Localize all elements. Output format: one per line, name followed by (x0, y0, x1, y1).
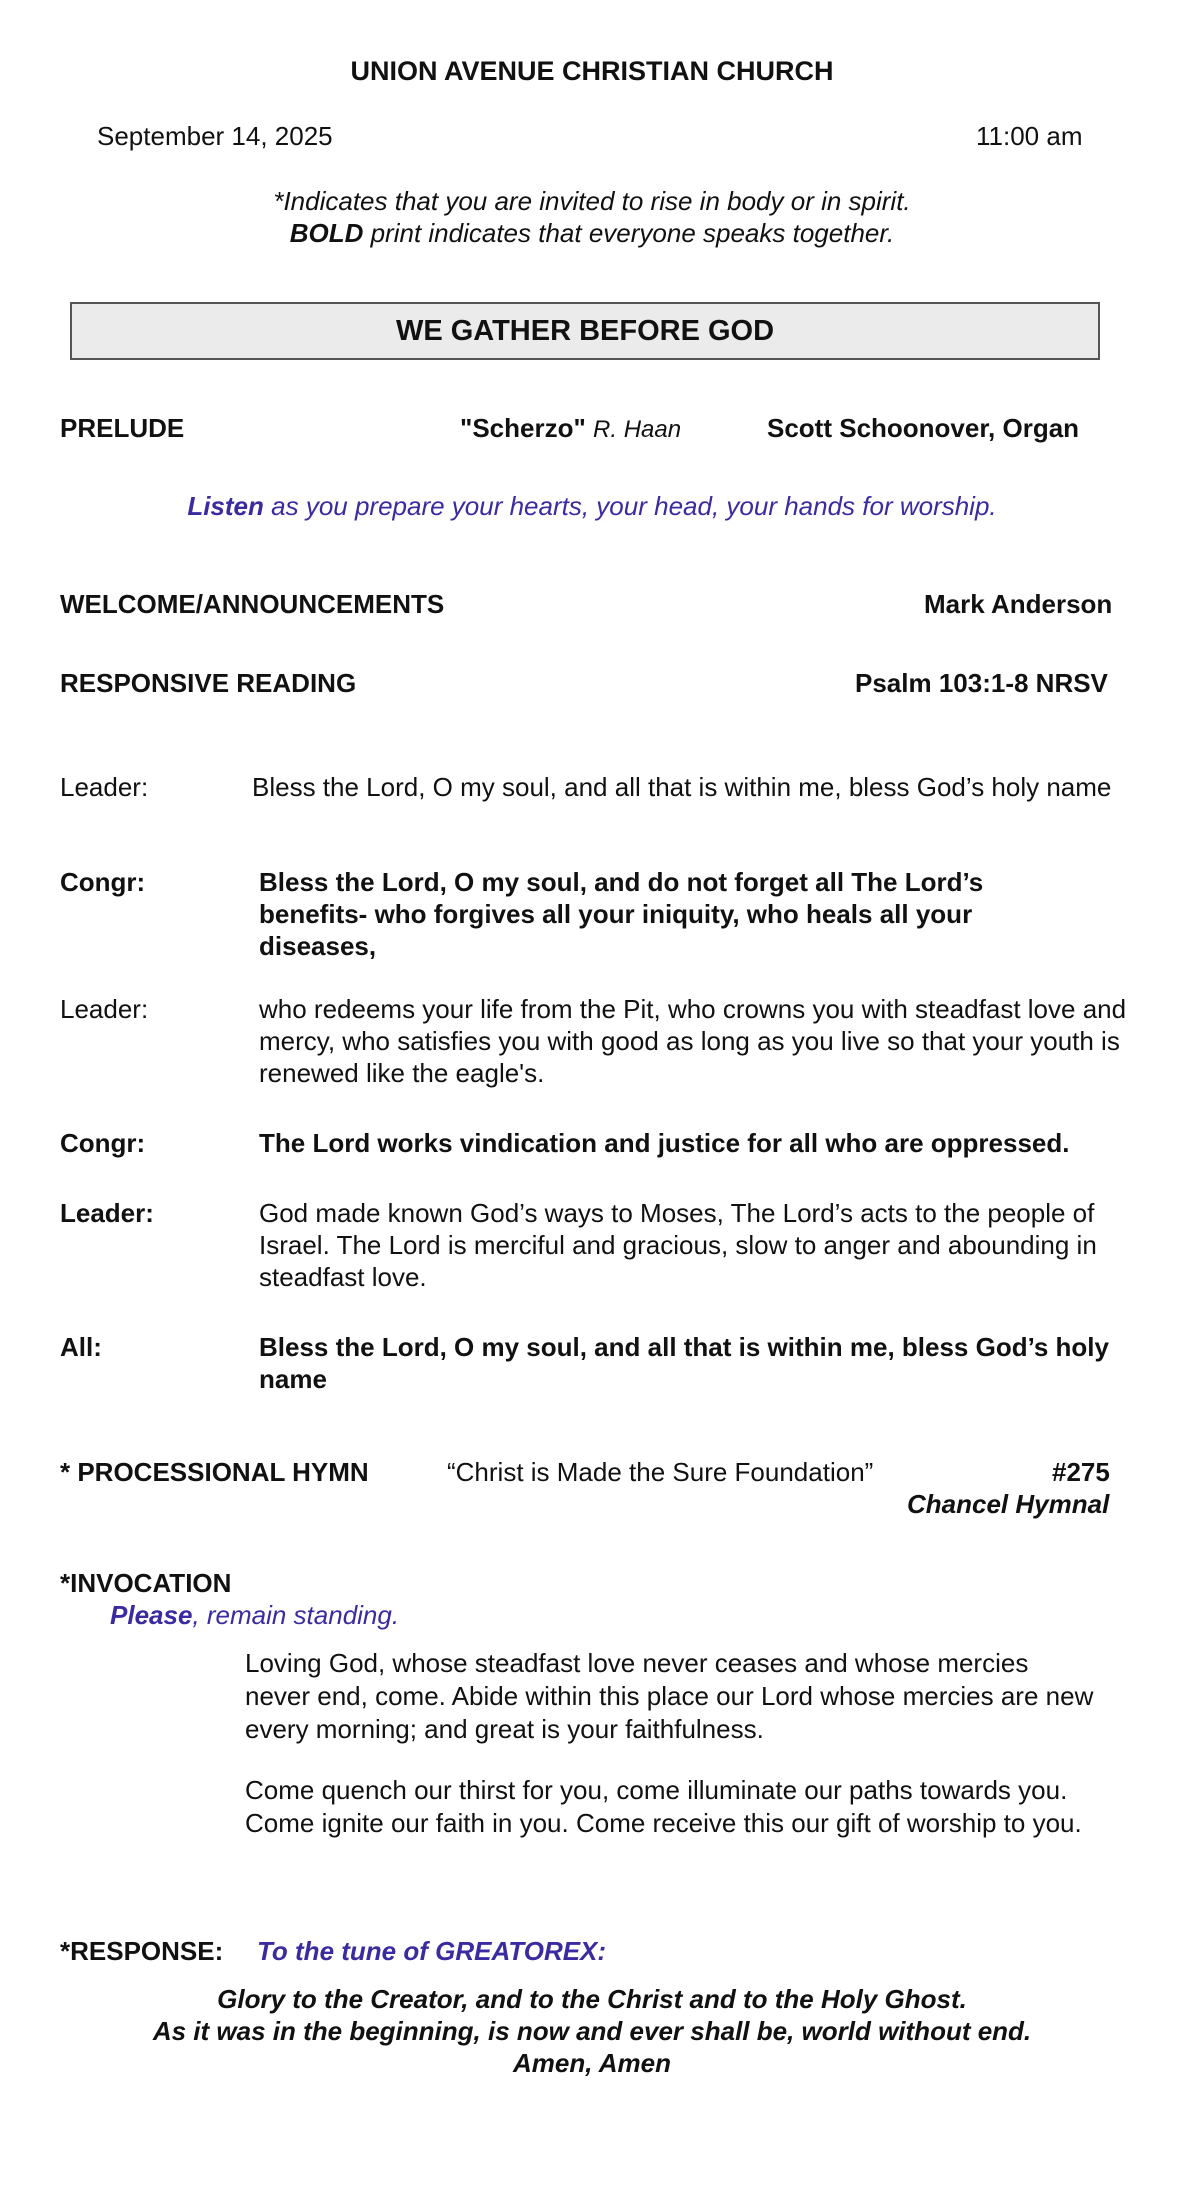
prelude-label: PRELUDE (60, 413, 185, 443)
section-header: WE GATHER BEFORE GOD (70, 302, 1100, 360)
invocation-instruction-lead: Please (110, 1600, 193, 1630)
invocation-instruction-rest: , remain standing. (192, 1600, 400, 1630)
reading-speaker: Leader: (60, 994, 149, 1024)
reading-speaker: All: (60, 1332, 102, 1362)
reading-speaker: Leader: (60, 772, 149, 802)
processional-title: “Christ is Made the Sure Foundation” (447, 1457, 874, 1487)
prelude-composer: R. Haan (593, 416, 682, 443)
responsive-reading-reference: Psalm 103:1-8 NRSV (855, 668, 1108, 698)
processional-hymnal: Chancel Hymnal (907, 1489, 1110, 1519)
invocation-instruction (110, 1599, 399, 1631)
legend-line-2-rest: print indicates that everyone speaks together. (363, 218, 895, 248)
response-tune: To the tune of GREATOREX: (257, 1936, 607, 1966)
legend-bold-word: BOLD (289, 218, 364, 248)
response-line-3: Amen, Amen (513, 2048, 671, 2078)
church-name: UNION AVENUE CHRISTIAN CHURCH (350, 56, 834, 86)
invocation-paragraph-1: Loving God, whose steadfast love never ceases and whose mercies never end, come. Abide within this place our Lord whose mercies are new every morning; and great is your faithfulness. (245, 1648, 1094, 1744)
reading-text: Bless the Lord, O my soul, and do not forget all The Lord’s benefits- who forgives all your iniquity, who heals all your diseases, (259, 867, 984, 961)
welcome-leader: Mark Anderson (924, 589, 1113, 619)
service-date: September 14, 2025 (97, 121, 333, 151)
reading-text: God made known God’s ways to Moses, The Lord’s acts to the people of Israel. The Lord is merciful and gracious, slow to anger and abounding in steadfast love. (259, 1198, 1097, 1292)
welcome-label: WELCOME/ANNOUNCEMENTS (60, 589, 445, 619)
prelude-note-rest: as you prepare your hearts, your head, your hands for worship. (263, 491, 997, 521)
prelude-note (0, 490, 1184, 522)
service-time: 11:00 am (976, 121, 1083, 151)
reading-text: Bless the Lord, O my soul, and all that is within me, bless God’s holy name (252, 772, 1112, 802)
reading-text: Bless the Lord, O my soul, and all that is within me, bless God’s holy name (259, 1332, 1109, 1394)
response-label: *RESPONSE: (60, 1936, 224, 1966)
legend-line-2 (0, 217, 1184, 249)
reading-speaker: Leader: (60, 1198, 154, 1228)
responsive-reading-label: RESPONSIVE READING (60, 668, 357, 698)
prelude-performer: Scott Schoonover, Organ (767, 413, 1080, 443)
reading-speaker: Congr: (60, 1128, 146, 1158)
prelude-note-lead: Listen (187, 491, 264, 521)
legend-line-1: *Indicates that you are invited to rise in body or in spirit. (273, 186, 911, 216)
invocation-label: *INVOCATION (60, 1568, 232, 1598)
invocation-paragraph-2: Come quench our thirst for you, come illuminate our paths towards you. Come ignite our faith in you. Come receive this our gift of worship to you. (245, 1775, 1082, 1838)
response-line-1: Glory to the Creator, and to the Christ and to the Holy Ghost. (217, 1984, 967, 2014)
prelude-title: "Scherzo" (460, 413, 586, 443)
processional-label: * PROCESSIONAL HYMN (60, 1457, 369, 1487)
reading-speaker: Congr: (60, 867, 146, 897)
response-line-2: As it was in the beginning, is now and ever shall be, world without end. (152, 2016, 1032, 2046)
reading-text: The Lord works vindication and justice for all who are oppressed. (259, 1128, 1070, 1158)
prelude-piece (460, 412, 681, 446)
reading-text: who redeems your life from the Pit, who crowns you with steadfast love and mercy, who satisfies you with good as long as you live so that your youth is renewed like the eagle's. (259, 994, 1127, 1088)
processional-number: #275 (1052, 1457, 1110, 1487)
